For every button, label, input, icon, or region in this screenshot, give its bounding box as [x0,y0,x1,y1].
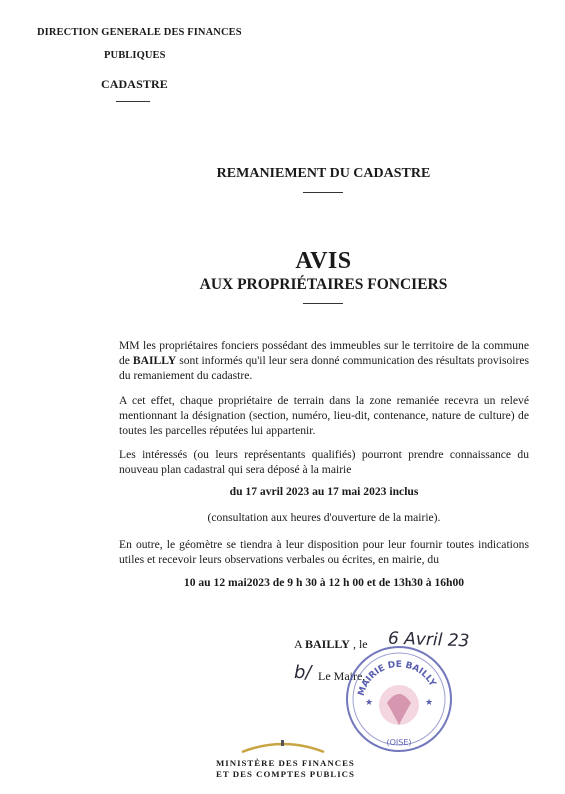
signature-mark: b/ [294,662,312,683]
header-publiques: PUBLIQUES [104,50,166,61]
place-prefix: A [294,637,306,651]
paragraph-releve: A cet effet, chaque propriétaire de terrain dans la zone remaniée recevra un relevé mentionnant la désignation (section, numéro, lieu-dit, contenance, nature de culture) de toutes les parcelles réputées lui appartenir. [119,394,529,437]
paragraph-communication [119,338,529,383]
commune-name: BAILLY [132,354,177,367]
stamp-text: MAIRIE DE BAILLY [356,659,438,698]
title-divider [303,192,343,193]
signature-role: Le Maire, [318,669,366,683]
consultation-hours: (consultation aux heures d'ouverture de la mairie). [207,511,441,524]
ministry-logo-arc [240,738,326,754]
paragraph-geometre: En outre, le géomètre se tiendra à leur disposition pour leur fournir toutes indications utiles et recevoir leurs observations verbales ou écrites, en mairie, du [119,538,529,566]
stamp-bottom: (OISE) [386,738,412,747]
mairie-stamp [343,643,455,755]
svg-text:★: ★ [365,697,374,707]
header-cadastre: CADASTRE [101,77,168,91]
handwritten-date: 6 Avril 23 [387,628,470,652]
p1-text-before: MM les propriétaires fonciers possédant des immeubles sur le territoire de la commune de [119,339,529,367]
footer-ministry: MINISTÈRE DES FINANCES [216,758,355,768]
avis-subtitle: AUX PROPRIÉTAIRES FONCIERS [199,276,448,293]
header-divider [116,101,150,102]
avis-heading: AVIS [295,248,352,274]
svg-text:★: ★ [425,697,434,707]
page-title: REMANIEMENT DU CADASTRE [216,166,431,181]
geometre-dates: 10 au 12 mai2023 de 9 h 30 à 12 h 00 et de 13h30 à 16h00 [183,576,465,589]
avis-divider [303,303,343,304]
footer-comptes: ET DES COMPTES PUBLICS [216,769,355,779]
place-name: BAILLY [305,637,350,651]
place-suffix: , le [349,637,368,651]
header-direction: DIRECTION GENERALE DES FINANCES [37,27,242,38]
p1-text-after: sont informés qu'il leur sera donné communication des résultats provisoires du remaniement du cadastre. [119,354,529,382]
consultation-period: du 17 avril 2023 au 17 mai 2023 inclus [229,485,419,498]
paragraph-plan: Les intéressés (ou leurs représentants qualifiés) pourront prendre connaissance du nouveau plan cadastral qui sera déposé à la mairie [119,448,529,476]
